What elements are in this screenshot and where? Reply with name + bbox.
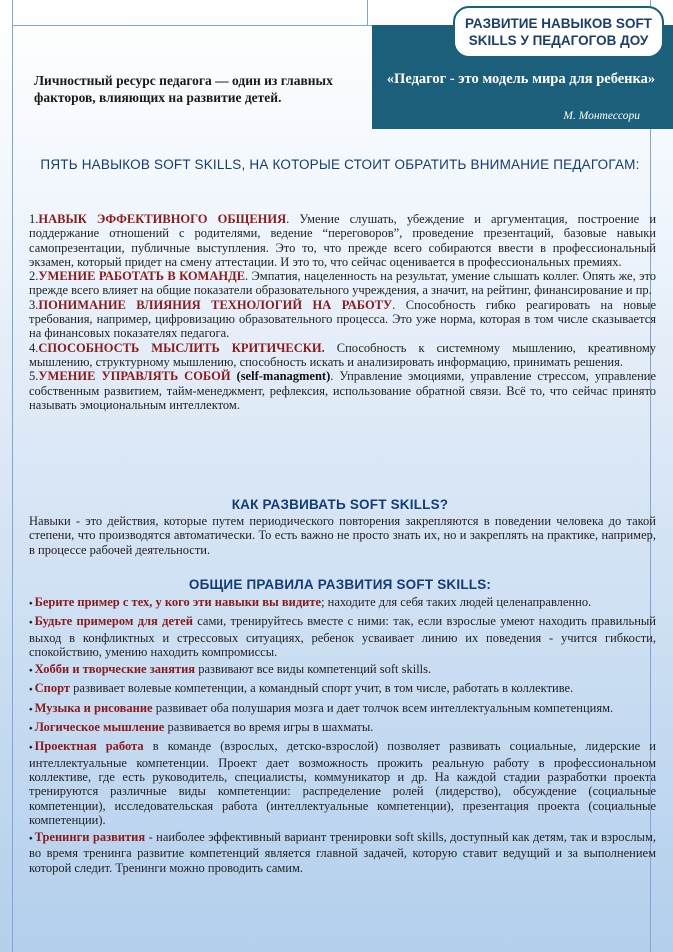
bullet-icon: ⬩: [29, 665, 33, 677]
skill-text: . Управление эмоциями, управление стрессом, управление собственным развитием, тайм-менеджмент, рефлексия, использование обратной связи. Всё то, что сейчас принято называть эмоциональным интеллектом.: [29, 369, 657, 412]
rule-title: Проектная работа: [34, 739, 144, 754]
bullet-icon: ⬩: [29, 703, 33, 715]
rule-item: [29, 739, 656, 827]
section2-text: [29, 514, 656, 557]
rule-text: ; находите для себя таких людей целенаправленно.: [321, 595, 592, 609]
bullet-icon: ⬩: [29, 833, 33, 845]
skill-text: . Умение слушать, убеждение и аргументация, построение и поддержание отношений с родителями, ведение “переговоров”, проведение презентаций, базовые навыки самопрезентации, публичные выступления. Это то, что прежде всего собираются ввести в профессиональный экзамен, который придет на смену аттестации. И это то, что сейчас оценивается в профессиональных премиях.: [29, 212, 657, 269]
skill-number: 1.: [29, 212, 39, 226]
rule-item: [29, 662, 656, 678]
skill-text: . Эмпатия, нацеленность на результат, умение слышать коллег. Опять же, это прежде всего влияет на общие показатели образовательного учреждения, а значит, на рейтинг, финансирование и пр.: [29, 269, 656, 298]
skill-item: [29, 212, 656, 269]
page-title: РАЗВИТИЕ НАВЫКОВ SOFT SKILLS У ПЕДАГОГОВ ДОУ: [465, 16, 652, 48]
rule-title: Спорт: [34, 681, 71, 696]
rule-title: Музыка и рисование: [34, 700, 153, 715]
epigraph-quote: «Педагог - это модель мира для ребенка»: [386, 71, 656, 87]
section3-heading: ОБЩИЕ ПРАВИЛА РАЗВИТИЯ SOFT SKILLS:: [188, 577, 492, 592]
skill-item: [29, 341, 656, 370]
epigraph-author: М. Монтессори: [563, 110, 640, 122]
rule-item: [29, 830, 656, 875]
skill-title: СПОСОБНОСТЬ МЫСЛИТЬ КРИТИЧЕСКИ.: [38, 340, 325, 355]
skill-title: УМЕНИЕ РАБОТАТЬ В КОМАНДЕ: [38, 269, 246, 284]
skill-title: УМЕНИЕ УПРАВЛЯТЬ СОБОЙ: [38, 369, 231, 384]
guide-line-mid: [367, 0, 368, 25]
skill-number: 2.: [29, 269, 39, 284]
skills-list: [29, 212, 656, 412]
skill-text: Способность к системному мышлению, креативному мышлению, структурному мышлению, способность искать и анализировать информацию, принимать решения.: [29, 340, 657, 369]
rule-text: в команде (взрослых, детско-взрослой) позволяет развивать социальные, лидерские и интеллектуальные компетенции. Проект дает возможность прожить реальную работу в профессиональном коллективе, где есть руководитель, специалисты, коммуникатор и др. На каждой стадии разработки проекта тренируются различные виды компетенции: распределение ролей (лидерство), обсуждение (социальные компетенции), исследовательская работа (интеллектуальные компетенции), презентация проекта (социальные компетенции).: [29, 739, 656, 827]
rule-item: [29, 701, 656, 717]
rule-title: Берите пример с тех, у кого эти навыки вы видите: [34, 595, 322, 609]
rule-title: Тренинги развития: [34, 830, 146, 845]
rule-text: развивает оба полушария мозга и дает толчок всем интеллектуальным компетенциям.: [152, 700, 614, 715]
guide-line-top: [12, 25, 372, 26]
skill-number: 4.: [29, 340, 39, 355]
bullet-icon: ⬩: [29, 617, 33, 629]
rule-text: сами, тренируйтесь вместе с ними: так, если взрослые умеют находить правильный выход в конфликтных и стрессовых ситуациях, ребенок усваивает линию их поведения - учится гибкости, спокойствию, умению находить компромиссы.: [29, 614, 656, 659]
section2-heading: КАК РАЗВИВАТЬ SOFT SKILLS?: [231, 497, 449, 512]
skill-number: 3.: [29, 297, 39, 312]
bullet-icon: ⬩: [29, 742, 33, 754]
rule-item: [29, 614, 656, 659]
skill-number: 5.: [29, 369, 39, 384]
rule-text: развивается во время игры в шахматы.: [164, 720, 374, 735]
section2-paragraph: Навыки - это действия, которые путем периодического повторения закрепляются в поведении человека до такой степени, что производятся автоматически. То есть важно не просто знать их, но и закреплять на практике, например, в процессе рабочей деятельности.: [29, 514, 656, 557]
skill-extra: (self-managment): [230, 369, 331, 384]
skill-item: [29, 369, 656, 412]
rule-item: [29, 595, 656, 611]
skill-item: [29, 298, 656, 341]
bullet-icon: ⬩: [29, 598, 33, 609]
rule-item: [29, 681, 656, 697]
rule-title: Хобби и творческие занятия: [34, 662, 196, 677]
rule-item: [29, 720, 656, 736]
skill-item: [29, 269, 656, 298]
rule-text: развивает волевые компетенции, а командный спорт учит, в том числе, работать в коллективе.: [70, 681, 574, 696]
rule-title: Логическое мышление: [34, 720, 165, 735]
rule-title: Будьте примером для детей: [34, 614, 193, 629]
skill-text: . Способность гибко реагировать на новые требования, например, цифровизацию образовательного процесса. Это уже норма, которая в том числе сказывается на финансовых показателях педагога.: [29, 297, 656, 341]
bullet-icon: ⬩: [29, 723, 33, 735]
rules-list: [29, 595, 656, 878]
guide-line-left: [12, 0, 13, 952]
subtitle: Личностный ресурс педагога — один из главных факторов, влияющих на развитие детей.: [34, 73, 333, 105]
title-box: [453, 6, 664, 58]
skill-title: НАВЫК ЭФФЕКТИВНОГО ОБЩЕНИЯ: [38, 212, 287, 226]
rule-text: - наиболее эффективный вариант тренировки soft skills, доступный как детям, так и взрослым, во время тренинга развитие компетенций является главной задачей, которую ставит ведущий и за выполнением которой следит. Тренинги можно проводить самим.: [29, 830, 656, 875]
rule-text: развивают все виды компетенций soft skills.: [195, 662, 432, 677]
bullet-icon: ⬩: [29, 684, 33, 696]
skill-title: ПОНИМАНИЕ ВЛИЯНИЯ ТЕХНОЛОГИЙ НА РАБОТУ: [38, 297, 393, 312]
section1-heading: ПЯТЬ НАВЫКОВ SOFT SKILLS, НА КОТОРЫЕ СТОИТ ОБРАТИТЬ ВНИМАНИЕ ПЕДАГОГАМ:: [40, 157, 640, 172]
